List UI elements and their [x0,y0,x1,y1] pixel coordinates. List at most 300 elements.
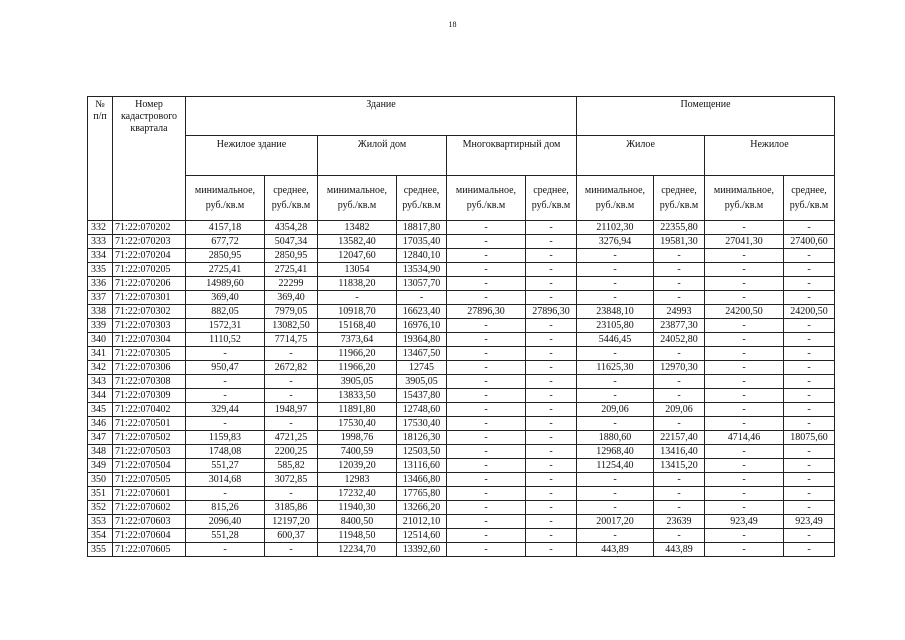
table-cell: - [447,221,526,235]
table-cell: 15437,80 [397,389,447,403]
header-avg: среднее, руб./кв.м [526,176,577,221]
table-cell: - [784,501,835,515]
table-cell: 10918,70 [318,305,397,319]
table-cell: 677,72 [186,235,265,249]
table-cell: - [654,487,705,501]
table-cell: 71:22:070602 [113,501,186,515]
table-cell: - [447,529,526,543]
table-cell: 348 [88,445,113,459]
table-cell: 2672,82 [265,361,318,375]
page-number: 18 [448,20,457,29]
table-cell: - [447,347,526,361]
table-cell: 13482 [318,221,397,235]
table-cell: - [784,361,835,375]
table-cell: - [265,389,318,403]
table-cell: - [705,347,784,361]
table-cell: 347 [88,431,113,445]
table-cell: 339 [88,319,113,333]
table-cell: - [526,319,577,333]
table-cell: 340 [88,333,113,347]
table-row [88,529,835,543]
table-cell: 71:22:070605 [113,543,186,557]
table-cell: 17530,40 [397,417,447,431]
table-cell: 71:22:070502 [113,431,186,445]
table-cell: 337 [88,291,113,305]
table-cell: 349 [88,459,113,473]
table-row [88,543,835,557]
table-cell: 369,40 [186,291,265,305]
table-cell: - [705,487,784,501]
table-cell: - [577,529,654,543]
table-cell: 13467,50 [397,347,447,361]
table-cell: 18817,80 [397,221,447,235]
cadastral-value-table [87,96,835,557]
table-cell: 352 [88,501,113,515]
table-cell: - [654,417,705,431]
table-cell: 2200,25 [265,445,318,459]
table-cell: - [784,403,835,417]
table-cell: - [526,263,577,277]
table-cell: 12968,40 [577,445,654,459]
table-cell: 336 [88,277,113,291]
header-residential: Жилое [577,136,705,176]
table-cell: - [705,263,784,277]
table-cell: - [577,389,654,403]
table-cell: 24200,50 [705,305,784,319]
table-cell: 27400,60 [784,235,835,249]
table-cell: 18126,30 [397,431,447,445]
table-cell: 7400,59 [318,445,397,459]
table-cell: - [447,319,526,333]
table-cell: - [577,263,654,277]
table-cell: - [447,445,526,459]
table-cell: - [705,473,784,487]
header-min: минимальное, руб./кв.м [577,176,654,221]
table-cell: 71:22:070604 [113,529,186,543]
table-cell: - [705,459,784,473]
table-cell: 3185,86 [265,501,318,515]
table-cell: - [705,501,784,515]
header-min: минимальное, руб./кв.м [705,176,784,221]
table-cell: 7979,05 [265,305,318,319]
table-cell: 13466,80 [397,473,447,487]
header-min: минимальное, руб./кв.м [447,176,526,221]
table-cell: 551,28 [186,529,265,543]
table-cell: - [526,249,577,263]
table-cell: - [705,375,784,389]
table-row [88,501,835,515]
header-min: минимальное, руб./кв.м [318,176,397,221]
table-cell: - [784,319,835,333]
table-cell: - [186,487,265,501]
table-cell: - [447,431,526,445]
table-cell: - [654,249,705,263]
table-row [88,319,835,333]
table-cell: 342 [88,361,113,375]
table-cell: - [526,361,577,375]
table-cell: 2850,95 [186,249,265,263]
table-cell: 23639 [654,515,705,529]
table-cell: 11940,30 [318,501,397,515]
table-cell: - [318,291,397,305]
table-cell: 341 [88,347,113,361]
table-cell: - [784,263,835,277]
table-cell: 11838,20 [318,277,397,291]
table-row [88,487,835,501]
table-cell: 15168,40 [318,319,397,333]
table-cell: 11966,20 [318,347,397,361]
table-cell: - [654,389,705,403]
table-cell: - [447,515,526,529]
table-cell: - [577,473,654,487]
table-cell: - [784,445,835,459]
table-cell: 71:22:070305 [113,347,186,361]
table-cell: 71:22:070503 [113,445,186,459]
table-cell: 4714,46 [705,431,784,445]
table-cell: - [705,403,784,417]
table-cell: - [654,277,705,291]
table-cell: - [784,221,835,235]
table-cell: - [526,515,577,529]
table-cell: 13116,60 [397,459,447,473]
table-cell: - [526,431,577,445]
table-cell: 27041,30 [705,235,784,249]
table-cell: 11966,20 [318,361,397,375]
table-cell: - [784,473,835,487]
table-body [88,221,835,557]
table-cell: 12748,60 [397,403,447,417]
table-cell: 22157,40 [654,431,705,445]
table-cell: 343 [88,375,113,389]
table-cell: 13266,20 [397,501,447,515]
table-cell: - [654,473,705,487]
header-num: № п/п [88,97,113,221]
header-avg: среднее, руб./кв.м [784,176,835,221]
table-cell: 23105,80 [577,319,654,333]
table-cell: 12514,60 [397,529,447,543]
table-cell: 11948,50 [318,529,397,543]
table-cell: 950,47 [186,361,265,375]
table-cell: 13582,40 [318,235,397,249]
table-cell: 4157,18 [186,221,265,235]
table-cell: - [705,529,784,543]
table-cell: - [784,417,835,431]
table-cell: 71:22:070505 [113,473,186,487]
table-cell: 71:22:070601 [113,487,186,501]
table-cell: 443,89 [654,543,705,557]
table-cell: 12983 [318,473,397,487]
table-cell: 12234,70 [318,543,397,557]
table-cell: - [784,375,835,389]
table-cell: - [784,277,835,291]
table-cell: 13392,60 [397,543,447,557]
table-cell: - [705,319,784,333]
table-cell: - [577,487,654,501]
table-cell: 17232,40 [318,487,397,501]
table-cell: 24052,80 [654,333,705,347]
table-cell: - [526,459,577,473]
table-cell: 2725,41 [186,263,265,277]
table-cell: 335 [88,263,113,277]
table-cell: 20017,20 [577,515,654,529]
table-cell: - [526,473,577,487]
table-cell: - [705,361,784,375]
table-cell: - [447,403,526,417]
table-cell: 23877,30 [654,319,705,333]
table-row [88,277,835,291]
table-cell: 369,40 [265,291,318,305]
table-cell: 71:22:070308 [113,375,186,389]
table-cell: - [447,473,526,487]
table-cell: 7373,64 [318,333,397,347]
table-cell: 16623,40 [397,305,447,319]
header-building: Здание [186,97,577,136]
header-nonresidential: Нежилое [705,136,835,176]
table-cell: - [526,403,577,417]
table-cell: 923,49 [784,515,835,529]
table-cell: 13534,90 [397,263,447,277]
table-cell: 1880,60 [577,431,654,445]
header-premises: Помещение [577,97,835,136]
table-cell: 71:22:070203 [113,235,186,249]
table-cell: - [784,389,835,403]
header-quarter: Номер кадастрового квартала [113,97,186,221]
table-cell: 71:22:070504 [113,459,186,473]
table-cell: 344 [88,389,113,403]
table-cell: 12047,60 [318,249,397,263]
table-cell: 13082,50 [265,319,318,333]
table-cell: 11254,40 [577,459,654,473]
table-cell: - [447,501,526,515]
table-cell: 71:22:070603 [113,515,186,529]
table-cell: 71:22:070204 [113,249,186,263]
table-cell: - [447,389,526,403]
table-cell: 13057,70 [397,277,447,291]
table-cell: 1572,31 [186,319,265,333]
table-cell: - [784,543,835,557]
table-cell: 354 [88,529,113,543]
table-row [88,375,835,389]
table-cell: 19581,30 [654,235,705,249]
table-cell: - [654,501,705,515]
table-cell: - [526,487,577,501]
header-house: Жилой дом [318,136,447,176]
table-cell: - [526,333,577,347]
table-cell: 13054 [318,263,397,277]
table-row [88,459,835,473]
table-cell: 2096,40 [186,515,265,529]
table-cell: 7714,75 [265,333,318,347]
table-cell: 13416,40 [654,445,705,459]
table-cell: - [705,249,784,263]
table-cell: 332 [88,221,113,235]
table-cell: - [526,417,577,431]
table-cell: 22299 [265,277,318,291]
table-row [88,403,835,417]
table-cell: 11625,30 [577,361,654,375]
table-cell: 3905,05 [397,375,447,389]
table-cell: - [705,277,784,291]
table-cell: 351 [88,487,113,501]
table-cell: - [186,347,265,361]
table-cell: - [447,291,526,305]
table-cell: - [654,263,705,277]
table-row [88,445,835,459]
table-cell: 350 [88,473,113,487]
table-cell: - [705,333,784,347]
table-cell: 71:22:070309 [113,389,186,403]
table-cell: - [577,417,654,431]
table-cell: 71:22:070306 [113,361,186,375]
table-cell: - [265,375,318,389]
table-cell: - [577,501,654,515]
table-cell: - [186,375,265,389]
table-cell: 1748,08 [186,445,265,459]
table-cell: 21102,30 [577,221,654,235]
table-cell: - [447,487,526,501]
table-cell: 2850,95 [265,249,318,263]
table-cell: 71:22:070304 [113,333,186,347]
table-cell: - [784,529,835,543]
table-cell: 4354,28 [265,221,318,235]
table-cell: 3276,94 [577,235,654,249]
table-cell: 1110,52 [186,333,265,347]
table-cell: 12970,30 [654,361,705,375]
table-row [88,249,835,263]
header-avg: среднее, руб./кв.м [265,176,318,221]
table-cell: - [526,277,577,291]
table-cell: 882,05 [186,305,265,319]
table-cell: - [526,375,577,389]
table-cell: 19364,80 [397,333,447,347]
table-cell: - [265,347,318,361]
header-avg: среднее, руб./кв.м [654,176,705,221]
table-cell: 11891,80 [318,403,397,417]
table-cell: - [577,277,654,291]
table-cell: 71:22:070202 [113,221,186,235]
table-row [88,347,835,361]
table-cell: 27896,30 [447,305,526,319]
table-cell: 923,49 [705,515,784,529]
table-cell: 12745 [397,361,447,375]
table-cell: - [526,543,577,557]
table-cell: - [654,529,705,543]
table-cell: 353 [88,515,113,529]
table-cell: - [705,291,784,305]
table-cell: - [447,249,526,263]
table-row [88,417,835,431]
table-cell: 5047,34 [265,235,318,249]
table-cell: - [526,389,577,403]
table-cell: 815,26 [186,501,265,515]
table-row [88,389,835,403]
table-cell: - [577,249,654,263]
table-cell: 71:22:070205 [113,263,186,277]
table-cell: - [526,347,577,361]
table-cell: - [186,389,265,403]
table-cell: - [577,291,654,305]
table-cell: 18075,60 [784,431,835,445]
table-cell: 13415,20 [654,459,705,473]
table-cell: 2725,41 [265,263,318,277]
table-row [88,333,835,347]
table-cell: - [447,417,526,431]
table-cell: 1159,83 [186,431,265,445]
table-cell: 17035,40 [397,235,447,249]
table-cell: - [784,333,835,347]
table-cell: - [447,375,526,389]
header-nonres-building: Нежилое здание [186,136,318,176]
table-cell: 71:22:070301 [113,291,186,305]
table-cell: 27896,30 [526,305,577,319]
table-cell: - [784,291,835,305]
header-min: минимальное, руб./кв.м [186,176,265,221]
table-row [88,263,835,277]
table-cell: 71:22:070302 [113,305,186,319]
table-cell: 24993 [654,305,705,319]
table-cell: 329,44 [186,403,265,417]
table-cell: 3014,68 [186,473,265,487]
table-cell: - [705,221,784,235]
table-cell: 71:22:070303 [113,319,186,333]
table-cell: 585,82 [265,459,318,473]
table-cell: 24200,50 [784,305,835,319]
table-cell: 334 [88,249,113,263]
table-cell: 1948,97 [265,403,318,417]
table-row [88,221,835,235]
table-cell: - [526,291,577,305]
table-cell: - [654,291,705,305]
table-row [88,235,835,249]
table-cell: 12039,20 [318,459,397,473]
table-cell: - [654,347,705,361]
table-cell: 5446,45 [577,333,654,347]
table-cell: - [186,417,265,431]
table-cell: - [526,221,577,235]
table-cell: 17765,80 [397,487,447,501]
table-cell: - [784,459,835,473]
table-cell: 21012,10 [397,515,447,529]
table-cell: 600,37 [265,529,318,543]
table-cell: 333 [88,235,113,249]
table-cell: - [705,445,784,459]
table-cell: - [577,347,654,361]
table-cell: - [265,543,318,557]
table-cell: 23848,10 [577,305,654,319]
table-cell: 443,89 [577,543,654,557]
table-cell: - [397,291,447,305]
table-cell: 71:22:070402 [113,403,186,417]
table-cell: 17530,40 [318,417,397,431]
table-cell: 71:22:070501 [113,417,186,431]
table-cell: - [526,501,577,515]
table-cell: 355 [88,543,113,557]
table-cell: 22355,80 [654,221,705,235]
table-row [88,431,835,445]
header-avg: среднее, руб./кв.м [397,176,447,221]
table-cell: 346 [88,417,113,431]
table-row [88,291,835,305]
table-cell: - [705,389,784,403]
table-cell: 13833,50 [318,389,397,403]
table-cell: 209,06 [654,403,705,417]
table-cell: 551,27 [186,459,265,473]
table-cell: - [705,417,784,431]
table-cell: 1998,76 [318,431,397,445]
table-cell: 16976,10 [397,319,447,333]
table-cell: - [654,375,705,389]
table-cell: 12840,10 [397,249,447,263]
